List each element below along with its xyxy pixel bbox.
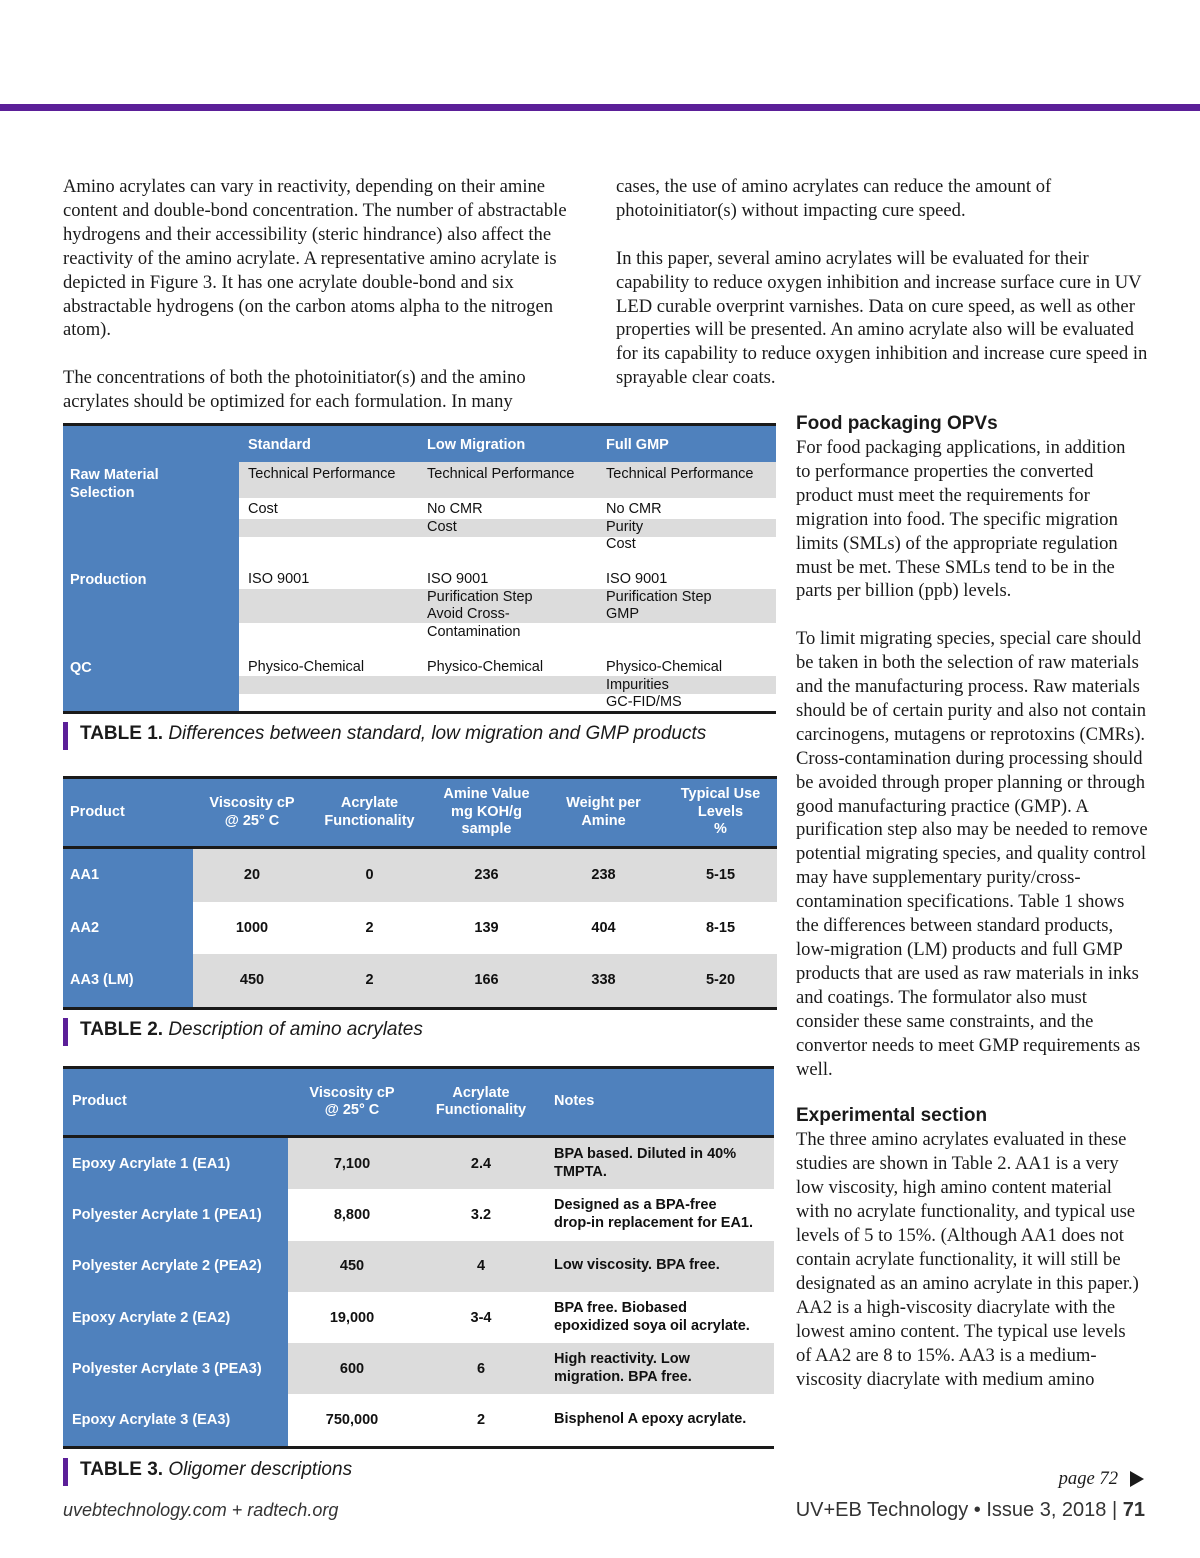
column-header: Product — [72, 1093, 127, 1110]
caption-text: Differences between standard, low migration and GMP products — [168, 723, 707, 744]
column-middle — [616, 175, 1156, 390]
caption-text: Oligomer descriptions — [168, 1459, 353, 1480]
column-right — [796, 412, 1166, 1391]
table-cell: 750,000 — [325, 1412, 379, 1429]
table-header — [63, 1069, 774, 1138]
column-header: Notes — [554, 1093, 595, 1110]
table-cell: Designed as a BPA-free drop-in replacement for EA1. — [554, 1197, 754, 1231]
table-row — [63, 1241, 774, 1292]
row-shade — [239, 519, 776, 537]
table-cell: 5-15 — [705, 867, 736, 884]
table-cell: 0 — [365, 867, 374, 884]
table-row — [63, 902, 777, 955]
table-cell: 2 — [365, 972, 374, 989]
table-cell: 4 — [476, 1258, 486, 1275]
table-cell: 3-4 — [470, 1309, 492, 1326]
table-cell: 19,000 — [329, 1309, 375, 1326]
row-label: Raw Material Selection — [70, 467, 159, 501]
paragraph: For food packaging applications, in addition to performance properties the converted product must meet the requirements for migration into food. The specific migration limits (SMLs) of the appropriate regulation must be met. These SMLs tend to be in the parts per billion (ppb) levels. — [796, 437, 1126, 602]
caption-text: Description of amino acrylates — [168, 1019, 423, 1040]
paragraph: To limit migrating species, special care should be taken in both the selection of raw materials and the manufacturing process. Raw materials should be of certain purity and also not contain carcinogens, mutagens or reprotoxins (CMRs). Cross-contamination during processing should be avoided through proper planning or through good manufacturing practice (GMP). A purification step also may be needed to remove potential migrating species, and quality control may have supplementary purity/cross-contamination specifications. Table 1 shows the differences between standard products, low-migration (LM) products and full GMP products that are used as raw materials in inks and coatings. The formulator also must consider these same constraints, and the convertor needs to meet GMP requirements as well. — [796, 628, 1148, 1080]
caption-bar — [63, 1018, 68, 1046]
column-header: Acrylate Functionality — [324, 795, 415, 829]
row-label-column — [63, 462, 239, 711]
table-header — [63, 423, 776, 462]
caption-label: TABLE 2. — [80, 1019, 164, 1040]
table-cell: Technical Performance — [606, 466, 754, 482]
table-row — [63, 1394, 774, 1445]
section-heading-food-packaging: Food packaging OPVs — [796, 413, 998, 434]
table-1 — [63, 423, 776, 714]
table-cell: Technical Performance — [248, 466, 396, 482]
paragraph: The three amino acrylates evaluated in these studies are shown in Table 2. AA1 is a very low viscosity, high amino content material with no acrylate functionality, and typical use levels of 5 to 15%. (Although AA1 does not contain acrylate functionality, it will still be designated as an amino acrylate in this paper.) AA2 is a high-viscosity diacrylate with the lowest amino content. The typical use levels of AA2 are 8 to 15%. AA3 is a medium-viscosity diacrylate with medium amino — [796, 1129, 1139, 1390]
table-cell: 6 — [476, 1360, 486, 1377]
table-cell: 3.2 — [470, 1206, 492, 1223]
column-header: Standard — [248, 437, 311, 453]
column-left — [63, 175, 593, 414]
table-cell: 20 — [243, 867, 261, 884]
table-3 — [63, 1066, 774, 1449]
column-header: Weight per Amine — [566, 795, 641, 829]
table-cell: 450 — [339, 1258, 365, 1275]
row-label: QC — [70, 660, 92, 676]
column-header: Full GMP — [606, 437, 669, 453]
caption-label: TABLE 3. — [80, 1459, 164, 1480]
table-cell: 238 — [591, 867, 616, 884]
table-cell: 166 — [474, 972, 499, 989]
table-cell: ISO 9001 Purification Step Avoid Cross- Contamination — [427, 571, 533, 640]
table-cell: Cost — [248, 501, 278, 517]
table-2 — [63, 776, 777, 1010]
column-header: Viscosity cP @ 25° C — [209, 795, 295, 829]
column-header: Typical Use Levels % — [680, 786, 761, 838]
column-header: Low Migration — [427, 437, 526, 453]
table-row — [63, 1138, 774, 1189]
table-cell: ISO 9001 — [248, 571, 310, 587]
table-cell: No CMR Purity Cost — [606, 501, 662, 552]
table-header — [63, 779, 777, 849]
table-cell: No CMR Cost — [427, 501, 483, 535]
paragraph: cases, the use of amino acrylates can reduce the amount of photoinitiator(s) without impacting cure speed. — [616, 176, 1052, 221]
column-header: Amine Value mg KOH/g sample — [443, 786, 530, 838]
row-label: AA3 (LM) — [63, 954, 193, 1007]
footer-publication — [796, 1499, 1145, 1522]
paragraph: In this paper, several amino acrylates will be evaluated for their capability to reduce oxygen inhibition and increase surface cure in UV LED curable overprint varnishes. Data on cure speed, as well as other properties will be presented. An amino acrylate also will be evaluated for its capability to reduce oxygen inhibition and increase cure speed in sprayable clear coats. — [616, 247, 1148, 389]
play-arrow-icon — [1130, 1471, 1144, 1487]
page-number: 71 — [1122, 1499, 1145, 1521]
table-cell: Physico-Chemical Impurities GC-FID/MS — [606, 659, 723, 710]
table-cell: 7,100 — [333, 1155, 371, 1172]
table-cell: BPA free. Biobased epoxidized soya oil acrylate. — [554, 1300, 750, 1334]
table-cell: 236 — [474, 867, 499, 884]
caption-bar — [63, 722, 68, 750]
row-label: Epoxy Acrylate 1 (EA1) — [63, 1138, 288, 1189]
paragraph: The concentrations of both the photoinitiator(s) and the amino acrylates should be optimized for each formulation. In many — [63, 367, 526, 413]
table-cell: Bisphenol A epoxy acrylate. — [554, 1411, 747, 1428]
table-row — [63, 849, 777, 902]
row-label: AA2 — [63, 902, 193, 955]
table-row — [63, 1343, 774, 1394]
column-header: Acrylate Functionality — [435, 1084, 527, 1118]
table-cell: 2 — [365, 919, 374, 936]
table-cell: 1000 — [235, 919, 269, 936]
table-cell: 404 — [591, 919, 616, 936]
column-header: Viscosity cP @ 25° C — [309, 1084, 395, 1118]
row-label: Epoxy Acrylate 2 (EA2) — [63, 1292, 288, 1343]
table-row — [63, 1189, 774, 1240]
table-cell: Physico-Chemical — [248, 659, 365, 675]
table-cell: 338 — [591, 972, 616, 989]
continued-link[interactable] — [1059, 1468, 1144, 1490]
table-cell: 139 — [474, 919, 499, 936]
table-row — [63, 954, 777, 1007]
table-cell: 600 — [339, 1360, 365, 1377]
section-heading-experimental: Experimental section — [796, 1105, 988, 1127]
row-label: AA1 — [63, 849, 193, 902]
paragraph: Amino acrylates can vary in reactivity, depending on their amine content and double-bond concentration. The number of abstractable hydrogens and their accessibility (steric hindrance) also affect the reactivity of the amino acrylate. A representative amino acrylate is depicted in Figure 3. It has one acrylate double-bond and six abstractable hydrogens (on the carbon atoms alpha to the nitrogen atom). — [63, 176, 567, 341]
table-cell: High reactivity. Low migration. BPA free. — [554, 1351, 692, 1385]
caption-bar — [63, 1458, 68, 1486]
footer-issue: UV+EB Technology • Issue 3, 2018 | — [795, 1499, 1118, 1521]
header-rule — [0, 104, 1200, 111]
table-cell: 2.4 — [470, 1155, 492, 1172]
table-cell: ISO 9001 Purification Step GMP — [606, 571, 712, 622]
table-cell: BPA based. Diluted in 40% TMPTA. — [554, 1146, 737, 1180]
row-label: Epoxy Acrylate 3 (EA3) — [63, 1394, 288, 1445]
table-cell: Physico-Chemical — [427, 659, 544, 675]
table-cell: Technical Performance — [427, 466, 575, 482]
row-label: Polyester Acrylate 2 (PEA2) — [63, 1241, 288, 1292]
table-cell: 2 — [476, 1412, 486, 1429]
table-cell: Low viscosity. BPA free. — [554, 1257, 720, 1274]
row-label: Production — [70, 572, 147, 588]
table-cell: 450 — [239, 972, 265, 989]
table-row — [63, 1292, 774, 1343]
table-cell: 8,800 — [333, 1206, 371, 1223]
continued-label: page 72 — [1058, 1468, 1118, 1489]
row-label: Polyester Acrylate 3 (PEA3) — [63, 1343, 288, 1394]
column-header: Product — [70, 803, 125, 820]
caption-label: TABLE 1. — [80, 723, 164, 744]
row-label: Polyester Acrylate 1 (PEA1) — [63, 1189, 288, 1240]
table-body — [63, 462, 776, 714]
footer-websites: uvebtechnology.com + radtech.org — [63, 1500, 339, 1520]
table-cell: 5-20 — [705, 972, 736, 989]
table-cell: 8-15 — [705, 919, 736, 936]
